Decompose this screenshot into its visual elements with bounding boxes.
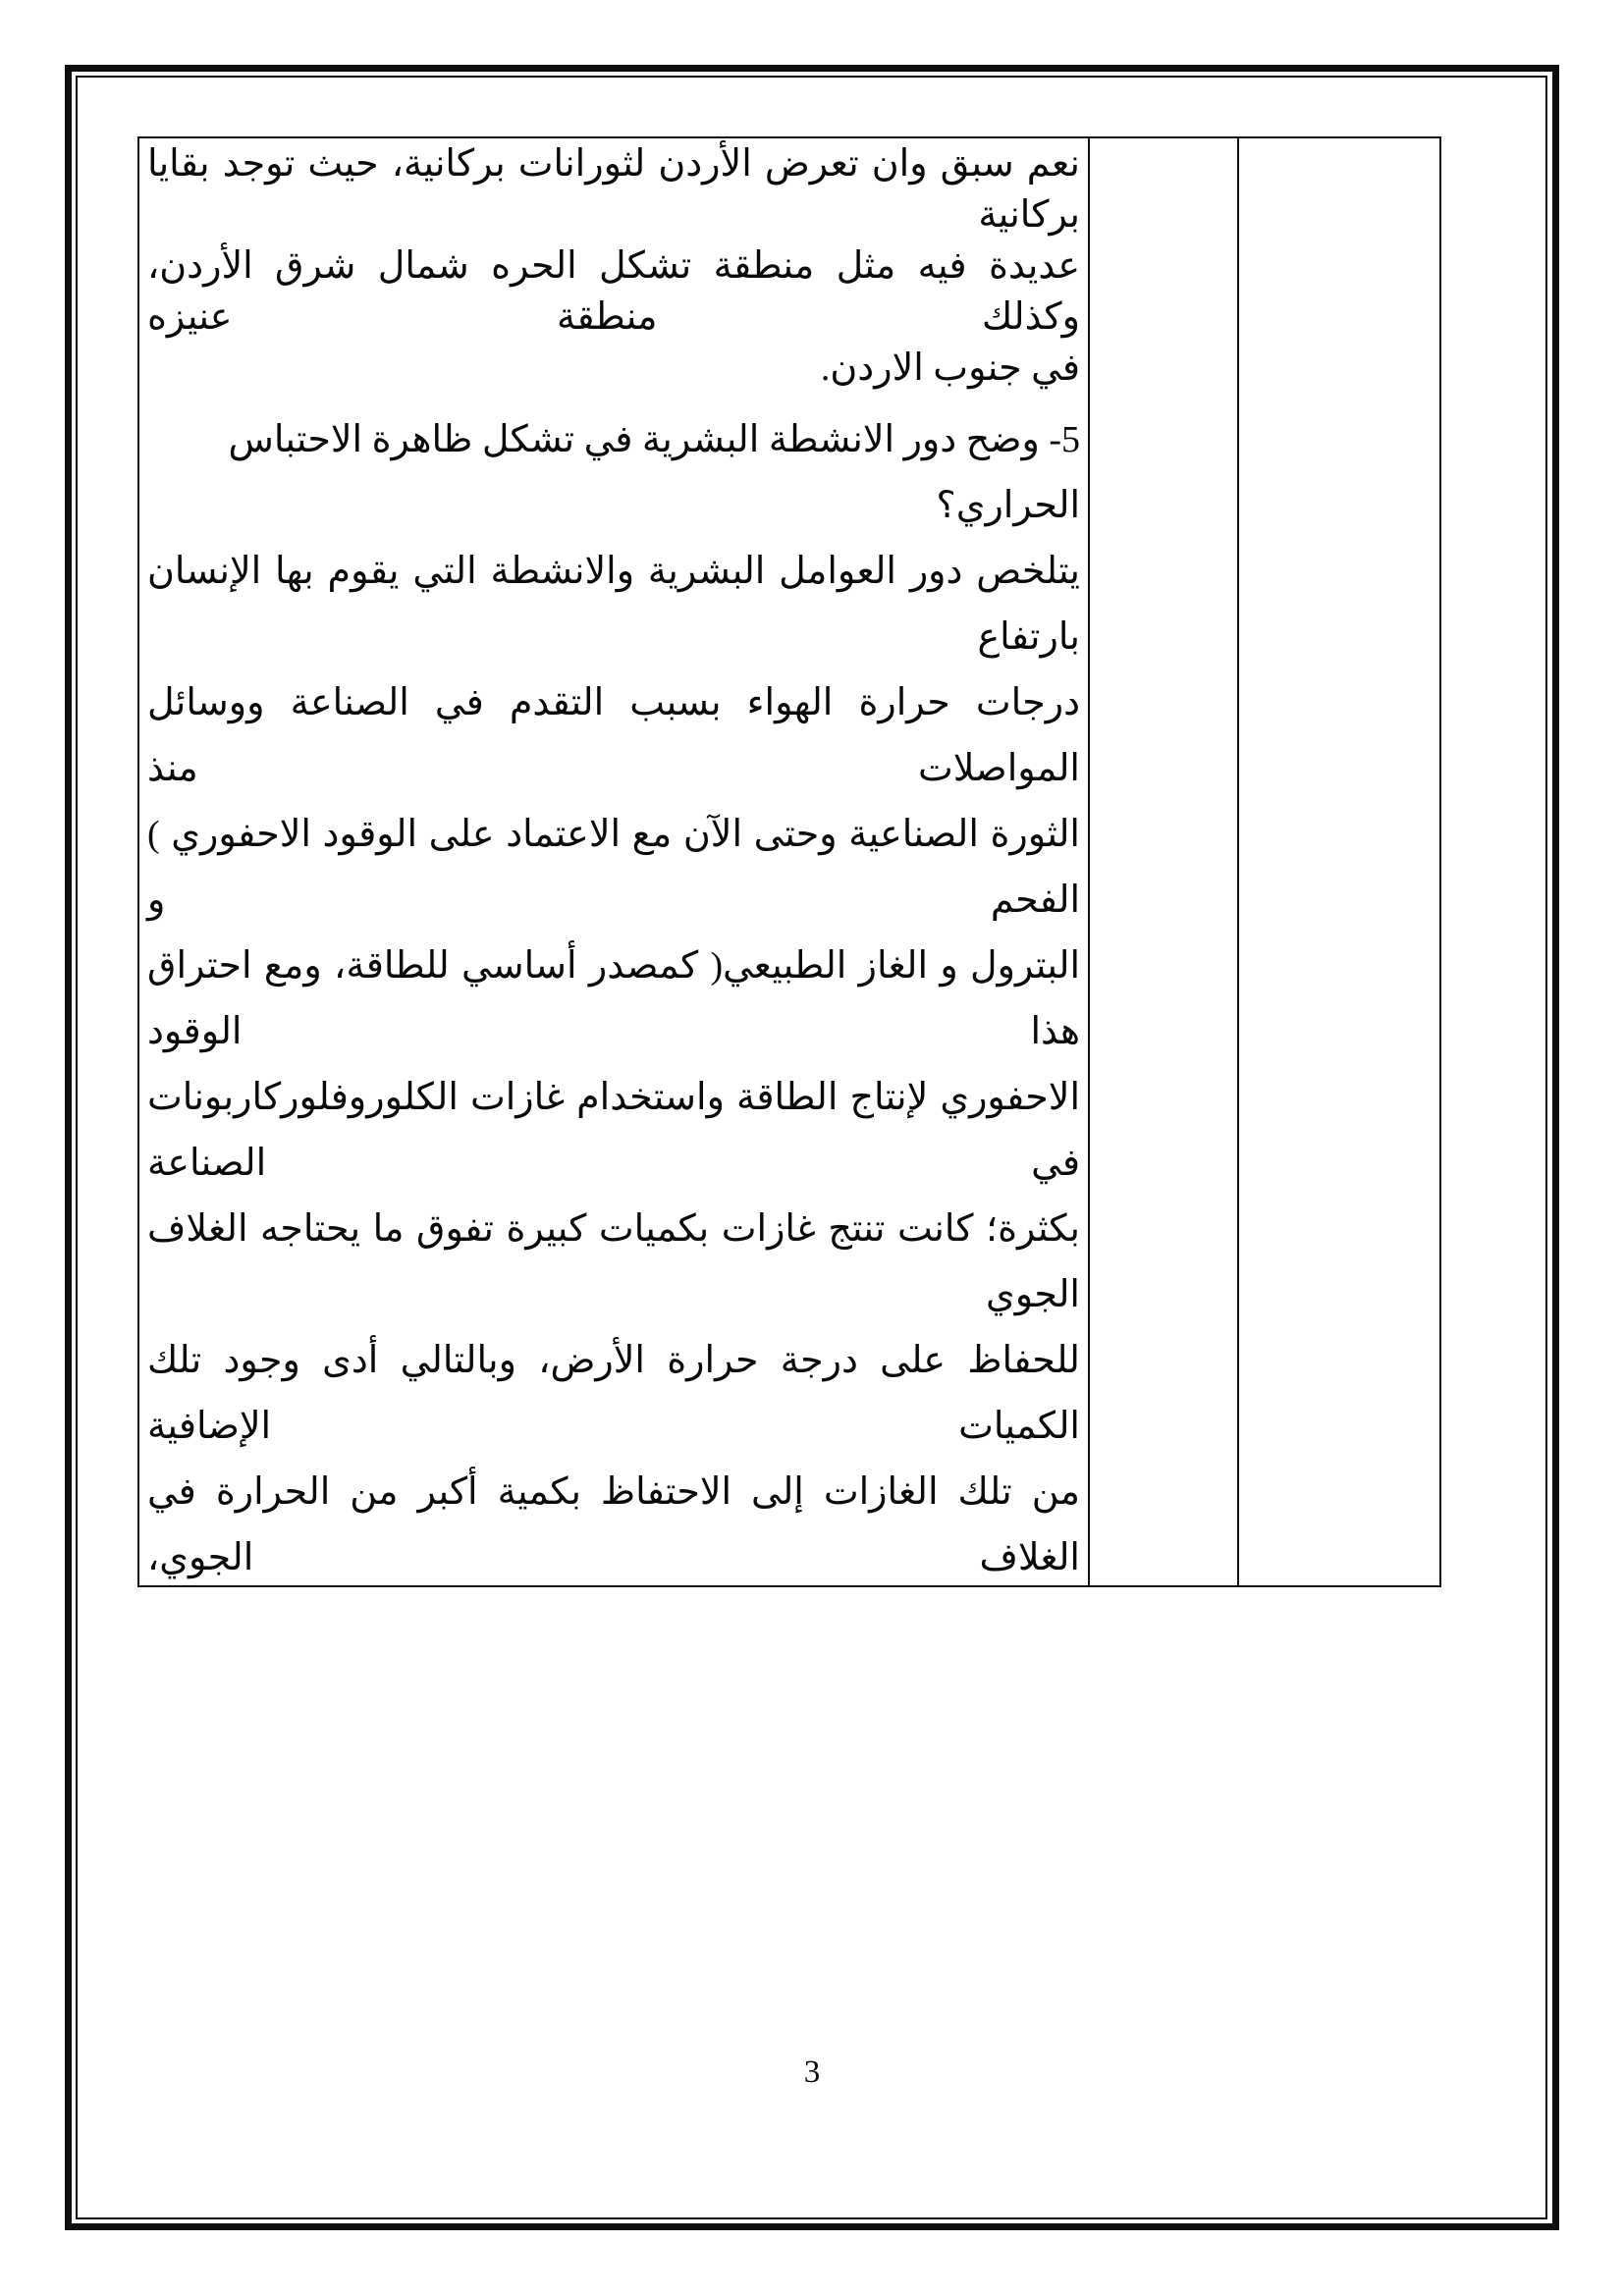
- document-line: من تلك الغازات إلى الاحتفاظ بكمية أكبر من الحرارة في الغلاف الجوي،: [147, 1471, 1080, 1578]
- document-line: البترول و الغاز الطبيعي( كمصدر أساسي للطاقة، ومع احتراق هذا الوقود: [147, 945, 1080, 1052]
- document-line: عديدة فيه مثل منطقة تشكل الحره شمال شرق الأردن، وكذلك منطقة عنيزه: [147, 245, 1080, 338]
- document-line-question-5: 5- وضح دور الانشطة البشرية في تشكل ظاهرة الاحتباس الحراري؟: [228, 419, 1080, 526]
- answers-table-empty-cell-middle: [1090, 138, 1239, 1585]
- answers-table-empty-cell-right: [1239, 138, 1439, 1585]
- document-line: الاحفوري لإنتاج الطاقة واستخدام غازات الكلوروفلوركاربونات في الصناعة: [147, 1077, 1080, 1184]
- answers-table-text-cell: [139, 138, 1090, 1585]
- document-line: بكثرة؛ كانت تنتج غازات بكميات كبيرة تفوق ما يحتاجه الغلاف الجوي: [147, 1208, 1080, 1315]
- document-line: درجات حرارة الهواء بسبب التقدم في الصناعة ووسائل المواصلات منذ: [147, 682, 1080, 789]
- document-line: نعم سبق وان تعرض الأردن لثورانات بركانية، حيث توجد بقايا بركانية: [147, 143, 1080, 236]
- document-line: في جنوب الاردن.: [820, 347, 1080, 389]
- document-line: الثورة الصناعية وحتى الآن مع الاعتماد على الوقود الاحفوري ) الفحم و: [147, 814, 1080, 921]
- document-line: للحفاظ على درجة حرارة الأرض، وبالتالي أدى وجود تلك الكميات الإضافية: [147, 1340, 1080, 1447]
- answers-table: [137, 136, 1441, 1587]
- document-line: يتلخص دور العوامل البشرية والانشطة التي يقوم بها الإنسان بارتفاع: [147, 551, 1080, 658]
- page-number: 3: [803, 2055, 821, 2090]
